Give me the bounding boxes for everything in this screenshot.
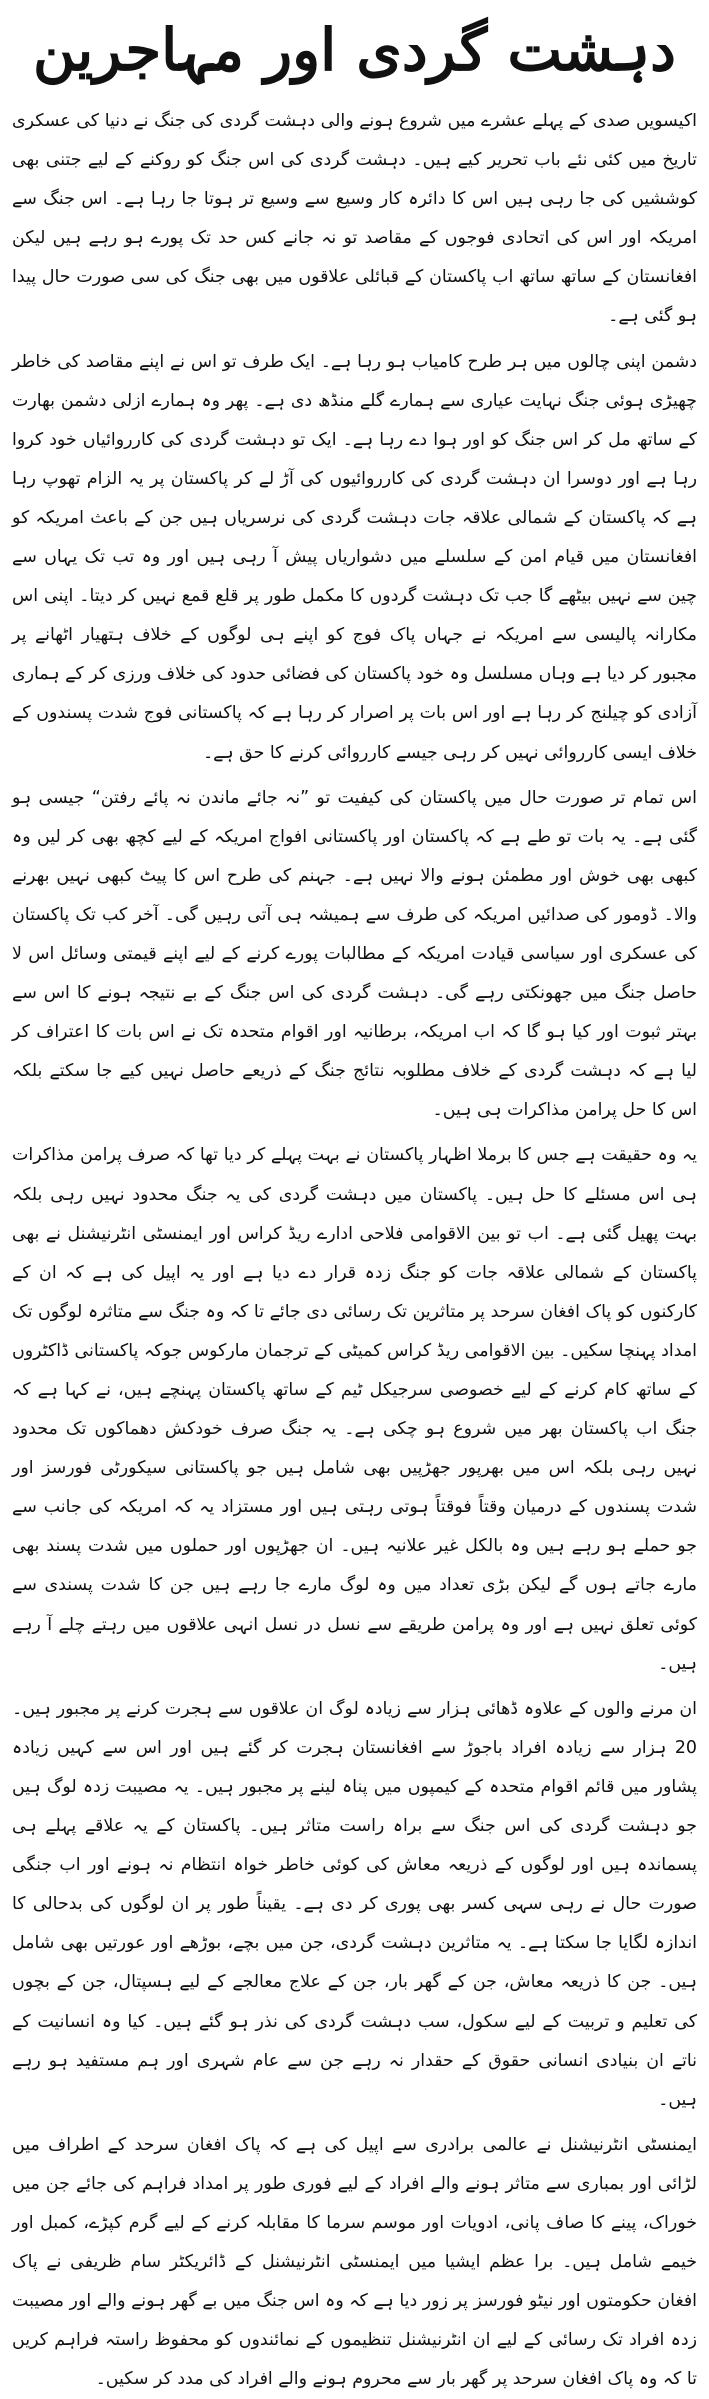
article-body xyxy=(12,102,697,2399)
article-paragraph: دشمن اپنی چالوں میں ہر طرح کامیاب ہو رہا ہے۔ ایک طرف تو اس نے اپنے مقاصد کی خاطر چھیڑی ہوئی جنگ نہایت عیاری سے ہمارے گلے منڈھ دی ہے۔ پھر وہ ہمارے ازلی دشمن بھارت کے ساتھ مل کر اس جنگ کو اور ہوا دے رہا ہے۔ ایک تو دہشت گردی کی کارروائیاں خود کروا رہا ہے اور دوسرا ان دہشت گردی کی کارروائیوں کی آڑ لے کر پاکستان پر یہ الزام تھوپ رہا ہے کہ پاکستان کے شمالی علاقہ جات دہشت گردی کی نرسریاں ہیں جن کے باعث امریکہ کو افغانستان میں قیام امن کے سلسلے میں دشواریاں پیش آ رہی ہیں اور وہ تب تک یہاں سے چین سے نہیں بیٹھے گا جب تک دہشت گردوں کا مکمل طور پر قلع قمع نہیں کر دیتا۔ اپنی اس مکارانہ پالیسی سے امریکہ نے جہاں پاک فوج کو اپنے ہی لوگوں کے خلاف ہتھیار اٹھانے پر مجبور کر دیا ہے وہاں مسلسل وہ خود پاکستان کی فضائی حدود کی خلاف ورزی کر کے ہماری آزادی کو چیلنج کر رہا ہے اور اس بات پر اصرار کر رہا ہے کہ پاکستانی فوج شدت پسندوں کے خلاف ایسی کارروائی نہیں کر رہی جیسے کارروائی کرنے کا حق ہے۔ xyxy=(12,351,697,763)
article-paragraph: یہ وہ حقیقت ہے جس کا برملا اظہار پاکستان نے بہت پہلے کر دیا تھا کہ صرف پرامن مذاکرات ہی اس مسئلے کا حل ہیں۔ پاکستان میں دہشت گردی کی یہ جنگ محدود نہیں رہی بلکہ بہت پھیل گئی ہے۔ اب تو بین الاقوامی فلاحی ادارے ریڈ کراس اور ایمنسٹی انٹرنیشنل نے بھی پاکستان کے شمالی علاقہ جات کو جنگ زدہ قرار دے دیا ہے اور یہ اپیل کی ہے کہ ان کے کارکنوں کو پاک افغان سرحد پر متاثرین تک رسائی دی جائے تا کہ وہ جنگ سے متاثرہ لوگوں تک امداد پہنچا سکیں۔ بین الاقوامی ریڈ کراس کمیٹی کے ترجمان مارکوس جوکہ پاکستانی ڈاکٹروں کے ساتھ کام کرنے کے لیے خصوصی سرجیکل ٹیم کے ساتھ پاکستان پہنچے ہیں، نے کہا ہے کہ جنگ اب پاکستان بھر میں شروع ہو چکی ہے۔ یہ جنگ صرف خودکش دھماکوں تک محدود نہیں رہی بلکہ اس میں بھرپور جھڑپیں بھی شامل ہیں جو پاکستانی سیکورٹی فورسز اور شدت پسندوں کے درمیان وقتاً فوقتاً ہوتی رہتی ہیں اور مستزاد یہ کہ امریکہ کی جانب سے جو حملے ہو رہے ہیں وہ بالکل غیر علانیہ ہیں۔ ان جھڑپوں اور حملوں میں شدت پسند بھی مارے جاتے ہوں گے لیکن بڑی تعداد میں وہ لوگ مارے جا رہے ہیں جن کا شدت پسندی سے کوئی تعلق نہیں ہے اور وہ پرامن طریقے سے نسل در نسل انہی علاقوں میں رہتے چلے آ رہے ہیں۔ xyxy=(12,1145,697,1674)
article-paragraph: ان مرنے والوں کے علاوہ ڈھائی ہزار سے زیادہ لوگ ان علاقوں سے ہجرت کرنے پر مجبور ہیں۔ 20 ہزار سے زیادہ افراد باجوڑ سے افغانستان ہجرت کر گئے ہیں اور اس سے کہیں زیادہ پشاور میں قائم اقوام متحدہ کے کیمپوں میں پناہ لینے پر مجبور ہیں۔ یہ مصیبت زدہ لوگ ہیں جو دہشت گردی کی اس جنگ سے براہ راست متاثر ہیں۔ پاکستان کے یہ علاقے پہلے ہی پسماندہ ہیں اور لوگوں کے ذریعہ معاش کی کوئی خاطر خواہ انتظام نہ ہونے اور اب جنگی صورت حال نے رہی سہی کسر بھی پوری کر دی ہے۔ یقیناً طور پر ان لوگوں کی بدحالی کا اندازہ لگایا جا سکتا ہے۔ یہ متاثرین دہشت گردی، جن میں بچے، بوڑھے اور عورتیں بھی شامل ہیں۔ جن کا ذریعہ معاش، جن کے گھر بار، جن کے علاج معالجے کے لیے ہسپتال، جن کے بچوں کی تعلیم و تربیت کے لیے سکول، سب دہشت گردی کی نذر ہو گئے ہیں۔ کیا وہ انسانیت کے ناتے ان بنیادی انسانی حقوق کے حقدار نہ رہے جن سے عام شہری اور ہم مستفید ہو رہے ہیں۔ xyxy=(12,1698,697,2110)
article-paragraph: ایمنسٹی انٹرنیشنل نے عالمی برادری سے اپیل کی ہے کہ پاک افغان سرحد کے اطراف میں لڑائی اور بمباری سے متاثر ہونے والے افراد کے لیے فوری طور پر امداد فراہم کی جائے جن میں خوراک، پینے کا صاف پانی، ادویات اور موسم سرما کا مقابلہ کرنے کے لیے گرم کپڑے، کمبل اور خیمے شامل ہیں۔ برا عظم ایشیا میں ایمنسٹی انٹرنیشنل کے ڈائریکٹر سام ظریفی نے پاک افغان حکومتوں اور نیٹو فورسز پر زور دیا ہے کہ وہ اس جنگ میں بے گھر ہونے والے اور مصیبت زدہ افراد تک رسائی کے لیے ان انٹرنیشنل تنظیموں کے نمائندوں کو محفوظ راستہ فراہم کریں تا کہ وہ پاک افغان سرحد پر گھر بار سے محروم ہونے والے افراد کی مدد کر سکیں۔ xyxy=(12,2134,697,2390)
article-paragraph: اس تمام تر صورت حال میں پاکستان کی کیفیت تو ”نہ جائے ماندن نہ پائے رفتن“ جیسی ہو گئی ہے۔ یہ بات تو طے ہے کہ پاکستان اور پاکستانی افواج امریکہ کے لیے کچھ بھی کر لیں وہ کبھی بھی خوش اور مطمئن ہونے والا نہیں ہے۔ جہنم کی طرح اس کا پیٹ کبھی نہیں بھرنے والا۔ ڈومور کی صدائیں امریکہ کی طرف سے ہمیشہ ہی آتی رہیں گی۔ آخر کب تک پاکستان کی عسکری اور سیاسی قیادت امریکہ کے مطالبات پورے کرنے کے لیے اپنے قیمتی وسائل اس لا حاصل جنگ میں جھونکتی رہے گی۔ دہشت گردی کی اس جنگ کے بے نتیجہ ہونے کا اس سے بہتر ثبوت اور کیا ہو گا کہ اب امریکہ، برطانیہ اور اقوام متحدہ تک نے اس بات کا اعتراف کر لیا ہے کہ دہشت گردی کے خلاف مطلوبہ نتائج جنگ کے ذریعے حاصل نہیں کیے جا سکتے بلکہ اس کا حل پرامن مذاکرات ہی ہیں۔ xyxy=(12,787,697,1121)
article-title: دہشت گردی اور مہاجرین xyxy=(33,16,676,84)
article-paragraph: اکیسویں صدی کے پہلے عشرے میں شروع ہونے والی دہشت گردی کی جنگ نے دنیا کی عسکری تاریخ میں کئی نئے باب تحریر کیے ہیں۔ دہشت گردی کی اس جنگ کو روکنے کے لیے جتنی بھی کوششیں کی جا رہی ہیں اس کا دائرہ کار وسیع سے وسیع تر ہوتا جا رہا ہے۔ اس جنگ سے امریکہ اور اس کی اتحادی فوجوں کے مقاصد تو نہ جانے کس حد تک پورے ہو رہے ہیں لیکن افغانستان کے ساتھ ساتھ اب پاکستان کے قبائلی علاقوں میں بھی جنگ کی سی صورت حال پیدا ہو گئی ہے۔ xyxy=(12,111,697,327)
